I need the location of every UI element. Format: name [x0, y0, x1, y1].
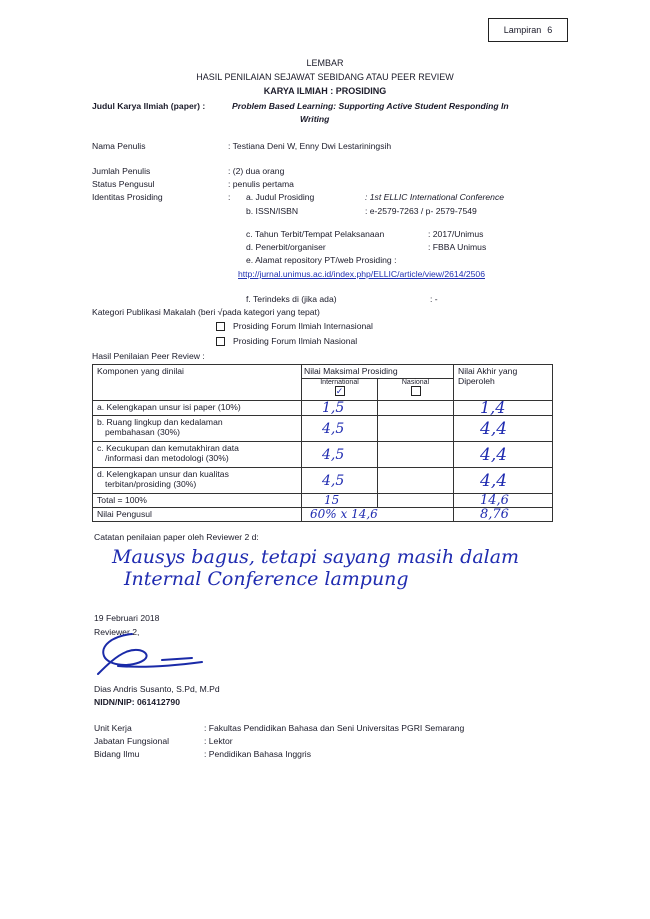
status-label: Status Pengusul [92, 179, 155, 189]
signature-icon [92, 622, 222, 682]
judul-prosiding-value: : 1st ELLIC International Conference [365, 192, 505, 202]
checkbox-icon[interactable] [216, 322, 225, 331]
empty-box-icon [411, 386, 421, 396]
penulis-value: : Testiana Deni W, Enny Dwi Lestariningsih [228, 141, 392, 151]
pengusul-score: 8,76 [454, 508, 553, 522]
checked-box-icon: ✓ [335, 386, 344, 396]
lampiran-box [488, 18, 568, 42]
header-line1: LEMBAR [306, 58, 344, 68]
jabatan-label: Jabatan Fungsional [94, 736, 170, 746]
lampiran-label: Lampiran [503, 25, 542, 35]
header-komponen: Komponen yang dinilai [93, 365, 302, 401]
reviewer-name: Dias Andris Susanto, S.Pd, M.Pd [94, 684, 220, 694]
checkbox-icon[interactable] [216, 337, 225, 346]
header-line2: HASIL PENILAIAN SEJAWAT SEBIDANG ATAU PEER REVIEW [196, 72, 454, 82]
issn-label: b. ISSN/ISBN [246, 206, 299, 216]
table-row [93, 442, 553, 468]
identitas-colon: : [228, 192, 231, 202]
tahun-value: : 2017/Unimus [428, 229, 484, 239]
total-max: 15 [302, 494, 378, 508]
catatan-label: Catatan penilaian paper oleh Reviewer 2 d: [94, 532, 259, 542]
bidang-label: Bidang Ilmu [94, 749, 140, 759]
terindeks-value: : - [430, 294, 438, 304]
max-cell: 4,5 [302, 468, 378, 494]
header-line3: KARYA ILMIAH : PROSIDING [263, 86, 387, 96]
repository-label: e. Alamat repository PT/web Prosiding : [246, 255, 397, 265]
table-row-pengusul [93, 508, 553, 522]
penerbit-value: : FBBA Unimus [428, 242, 487, 252]
judul-value-1: Problem Based Learning: Supporting Active Student Responding In [232, 101, 509, 111]
header-nilai-maksimal: Nilai Maksimal Prosiding [302, 365, 454, 379]
komponen-cell: d. Kelengkapan unsur dan kualitas terbitan/prosiding (30%) [93, 468, 302, 494]
issn-value: : e-2579-7263 / p- 2579-7549 [365, 206, 477, 216]
header-nasional: Nasional [378, 379, 454, 401]
unit-kerja-label: Unit Kerja [94, 723, 132, 733]
header-international: International ✓ [302, 379, 378, 401]
lampiran-number: 6 [547, 25, 553, 35]
max-cell: 4,5 [302, 442, 378, 468]
penulis-label: Nama Penulis [92, 141, 146, 151]
catatan-line-2: Internal Conference lampung [124, 568, 409, 590]
komponen-cell: a. Kelengkapan unsur isi paper (10%) [93, 401, 302, 416]
komponen-cell: b. Ruang lingkup dan kedalaman pembahasan (30%) [93, 416, 302, 442]
judul-prosiding-label: a. Judul Prosiding [246, 192, 315, 202]
table-row-total [93, 494, 553, 508]
jumlah-label: Jumlah Penulis [92, 166, 151, 176]
identitas-label: Identitas Prosiding [92, 192, 163, 202]
terindeks-label: f. Terindeks di (jika ada) [246, 294, 337, 304]
review-date: 19 Februari 2018 [94, 613, 160, 623]
penerbit-label: d. Penerbit/organiser [246, 242, 326, 252]
jabatan-value: : Lektor [204, 736, 233, 746]
table-row [93, 401, 553, 416]
status-value: : penulis pertama [228, 179, 294, 189]
score-cell: 1,4 [454, 401, 553, 416]
hasil-label: Hasil Penilaian Peer Review : [92, 351, 205, 361]
pengusul-max: 60% x 14,6 [302, 508, 454, 522]
judul-label: Judul Karya Ilmiah (paper) : [92, 101, 206, 111]
total-label: Total = 100% [93, 494, 302, 508]
kategori-option-nasional[interactable]: Prosiding Forum Ilmiah Nasional [216, 336, 357, 346]
catatan-line-1: Mausys bagus, tetapi sayang masih dalam [112, 546, 520, 568]
tahun-label: c. Tahun Terbit/Tempat Pelaksanaan [246, 229, 385, 239]
reviewer-label: Reviewer 2, [94, 627, 140, 637]
score-cell: 4,4 [454, 442, 553, 468]
penilaian-table [92, 364, 553, 522]
pengusul-label: Nilai Pengusul [93, 508, 302, 522]
repository-link[interactable]: http://jurnal.unimus.ac.id/index.php/ELLIC/article/view/2614/2506 [238, 269, 485, 279]
judul-value-2: Writing [300, 114, 330, 124]
table-row [93, 468, 553, 494]
kategori-option-internasional[interactable]: Prosiding Forum Ilmiah Internasional [216, 321, 373, 331]
score-cell: 4,4 [454, 416, 553, 442]
unit-kerja-value: : Fakultas Pendidikan Bahasa dan Seni Universitas PGRI Semarang [204, 723, 465, 733]
komponen-cell: c. Kecukupan dan kemutakhiran data /informasi dan metodologi (30%) [93, 442, 302, 468]
kategori-label: Kategori Publikasi Makalah (beri √pada kategori yang tepat) [92, 307, 320, 317]
table-row [93, 416, 553, 442]
header-nilai-akhir: Nilai Akhir yang Diperoleh [454, 365, 553, 401]
max-cell: 4,5 [302, 416, 378, 442]
bidang-value: : Pendidikan Bahasa Inggris [204, 749, 312, 759]
max-cell: 1,5 [302, 401, 378, 416]
reviewer-nidn: NIDN/NIP: 061412790 [94, 697, 180, 707]
jumlah-value: : (2) dua orang [228, 166, 285, 176]
score-cell: 4,4 [454, 468, 553, 494]
total-score: 14,6 [454, 494, 553, 508]
